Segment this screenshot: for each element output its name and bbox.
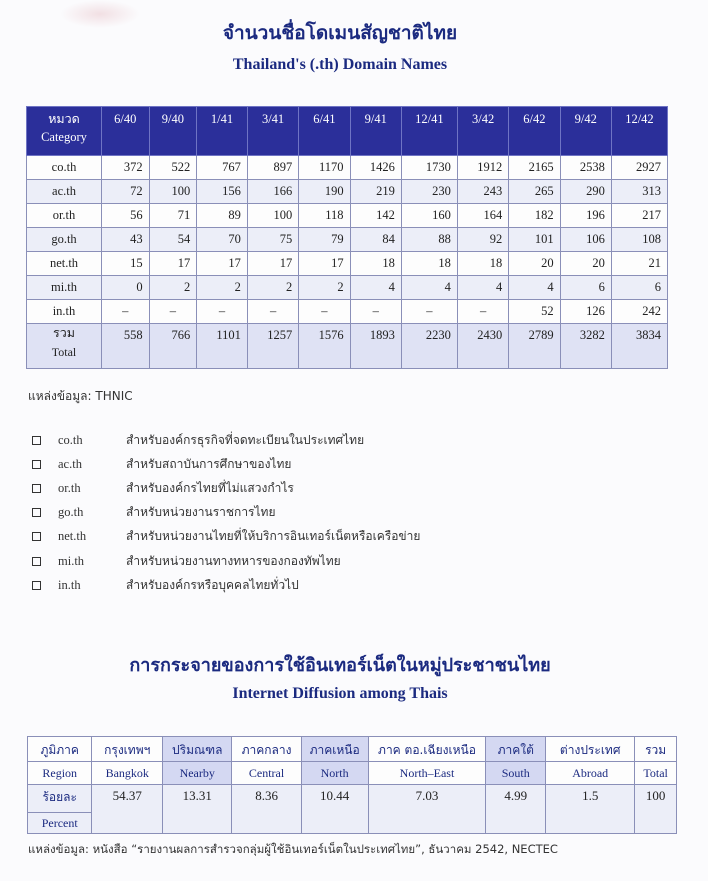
value-cell: 190 [299,180,350,204]
value-cell: 4 [457,276,508,300]
total-label-thai: รวม [53,326,75,340]
region-percent-value: 100 [635,785,677,834]
region-name-thai: ภาค ตอ.เฉียงเหนือ [368,737,486,762]
value-cell: 75 [247,228,298,252]
category-header-english: Category [41,130,87,144]
value-cell: 4 [401,276,457,300]
region-percent-value: 54.37 [92,785,163,834]
total-cell: 3282 [560,324,611,369]
checkbox-square-icon [32,557,41,566]
checkbox-square-icon [32,484,41,493]
period-header: 9/41 [350,107,401,156]
total-cell: 1101 [197,324,248,369]
value-cell: 18 [350,252,401,276]
period-header: 6/42 [509,107,560,156]
category-cell: ac.th [27,180,102,204]
value-cell: – [299,300,350,324]
legend-description: สำหรับหน่วยงานทางทหารของกองทัพไทย [126,553,341,568]
category-cell: go.th [27,228,102,252]
period-header: 6/41 [299,107,350,156]
region-name-english: Bangkok [92,762,163,785]
legend-item [32,476,592,500]
value-cell: – [197,300,248,324]
value-cell: 897 [247,156,298,180]
region-percent-value: 10.44 [301,785,368,834]
legend-description: สำหรับสถาบันการศึกษาของไทย [126,456,292,471]
region-name-english: North [301,762,368,785]
total-cell: 1257 [247,324,298,369]
value-cell: 313 [611,180,667,204]
value-cell: 6 [560,276,611,300]
period-header: 9/42 [560,107,611,156]
value-cell: 1730 [401,156,457,180]
value-cell: 219 [350,180,401,204]
value-cell: 92 [457,228,508,252]
value-cell: 230 [401,180,457,204]
diffusion-title-english: Internet Diffusion among Thais [232,685,448,702]
period-header: 3/41 [247,107,298,156]
value-cell: 17 [149,252,197,276]
period-header: 12/42 [611,107,667,156]
table-row [27,180,668,204]
legend-code: co.th [58,432,83,447]
diffusion-header-thai-row [28,737,677,762]
value-cell: 156 [197,180,248,204]
domain-table-body [27,156,668,369]
category-header [27,107,102,156]
value-cell: 243 [457,180,508,204]
total-row [27,324,668,369]
period-header: 3/42 [457,107,508,156]
checkbox-square-icon [32,460,41,469]
value-cell: 196 [560,204,611,228]
total-cell: 766 [149,324,197,369]
legend-code: net.th [58,529,87,544]
value-cell: 18 [457,252,508,276]
value-cell: 182 [509,204,560,228]
table-row [27,300,668,324]
total-cell: 1576 [299,324,350,369]
legend-code: or.th [58,480,81,495]
region-name-thai: ภาคเหนือ [301,737,368,762]
period-header: 9/40 [149,107,197,156]
percent-header-english: Percent [28,813,92,834]
percent-header-thai: ร้อยละ [28,785,92,813]
region-name-english: Nearby [163,762,232,785]
table-row [27,156,668,180]
region-name-thai: ภาคกลาง [232,737,301,762]
value-cell: 2 [197,276,248,300]
diffusion-values-row [28,785,677,813]
value-cell: – [401,300,457,324]
value-cell: 1426 [350,156,401,180]
value-cell: 2538 [560,156,611,180]
value-cell: – [247,300,298,324]
legend-code: in.th [58,577,81,592]
value-cell: 18 [401,252,457,276]
category-cell: co.th [27,156,102,180]
value-cell: 17 [299,252,350,276]
region-name-thai: ปริมณฑล [163,737,232,762]
value-cell: 166 [247,180,298,204]
value-cell: 2927 [611,156,667,180]
value-cell: 21 [611,252,667,276]
domain-source: แหล่งข้อมูล: THNIC [28,389,133,403]
value-cell: – [102,300,150,324]
total-label-english: Total [51,345,77,359]
domain-names-table [26,106,668,369]
value-cell: 2165 [509,156,560,180]
period-header: 6/40 [102,107,150,156]
value-cell: 2 [299,276,350,300]
value-cell: 2 [149,276,197,300]
value-cell: 100 [149,180,197,204]
legend-description: สำหรับองค์กรไทยที่ไม่แสวงกำไร [126,480,294,495]
table-row [27,276,668,300]
table-row [27,252,668,276]
period-header: 1/41 [197,107,248,156]
region-name-thai: ต่างประเทศ [546,737,635,762]
value-cell: 160 [401,204,457,228]
region-name-english: South [486,762,546,785]
value-cell: 15 [102,252,150,276]
value-cell: 242 [611,300,667,324]
legend-description: สำหรับหน่วยงานราชการไทย [126,505,276,520]
value-cell: 71 [149,204,197,228]
total-cell: 2789 [509,324,560,369]
value-cell: 108 [611,228,667,252]
region-header-thai: ภูมิภาค [28,737,92,762]
diffusion-source: แหล่งข้อมูล: หนังสือ “รายงานผลการสำรวจกลุ่มผู้ใช้อินเทอร์เน็ตในประเทศไทย”, ธันวาคม 2542, NECTEC [28,842,558,856]
value-cell: 1912 [457,156,508,180]
legend-item [32,428,592,452]
value-cell: 0 [102,276,150,300]
category-cell: net.th [27,252,102,276]
value-cell: 2 [247,276,298,300]
legend-item [32,452,592,476]
legend-description: สำหรับหน่วยงานไทยที่ให้บริการอินเทอร์เน็ตหรือเครือข่าย [126,529,421,544]
page-title-english: Thailand's (.th) Domain Names [232,56,448,73]
legend-code: go.th [58,505,84,520]
diffusion-title-thai: การกระจายของการใช้อินเทอร์เน็ตในหมู่ประชาชนไทย [129,655,551,676]
legend-item [32,549,592,573]
value-cell: – [457,300,508,324]
region-name-english: Total [635,762,677,785]
category-cell: mi.th [27,276,102,300]
total-cell: 3834 [611,324,667,369]
value-cell: 72 [102,180,150,204]
legend-item [32,501,592,525]
period-header: 12/41 [401,107,457,156]
checkbox-square-icon [32,508,41,517]
region-percent-value: 7.03 [368,785,486,834]
value-cell: 88 [401,228,457,252]
domain-legend [32,428,592,597]
region-percent-value: 1.5 [546,785,635,834]
value-cell: 70 [197,228,248,252]
region-header-english: Region [28,762,92,785]
table-row [27,204,668,228]
legend-description: สำหรับองค์กรหรือบุคคลไทยทั่วไป [126,577,299,592]
value-cell: 522 [149,156,197,180]
value-cell: 54 [149,228,197,252]
value-cell: 17 [247,252,298,276]
value-cell: 217 [611,204,667,228]
value-cell: 43 [102,228,150,252]
value-cell: 164 [457,204,508,228]
legend-item [32,525,592,549]
value-cell: 6 [611,276,667,300]
category-cell: in.th [27,300,102,324]
region-percent-value: 13.31 [163,785,232,834]
value-cell: 20 [509,252,560,276]
total-cell: 2230 [401,324,457,369]
legend-code: ac.th [58,456,82,471]
value-cell: 142 [350,204,401,228]
legend-description: สำหรับองค์กรธุรกิจที่จดทะเบียนในประเทศไทย [126,432,365,447]
region-name-english: Central [232,762,301,785]
value-cell: 17 [197,252,248,276]
total-label-cell [27,324,102,369]
value-cell: – [149,300,197,324]
value-cell: 1170 [299,156,350,180]
region-percent-value: 8.36 [232,785,301,834]
value-cell: 52 [509,300,560,324]
value-cell: 118 [299,204,350,228]
region-name-english: Abroad [546,762,635,785]
value-cell: 100 [247,204,298,228]
value-cell: 84 [350,228,401,252]
checkbox-square-icon [32,532,41,541]
value-cell: 106 [560,228,611,252]
value-cell: 290 [560,180,611,204]
legend-code: mi.th [58,553,85,568]
total-cell: 1893 [350,324,401,369]
value-cell: 56 [102,204,150,228]
value-cell: 20 [560,252,611,276]
checkbox-square-icon [32,436,41,445]
region-name-thai: กรุงเทพฯ [92,737,163,762]
checkbox-square-icon [32,581,41,590]
region-percent-value: 4.99 [486,785,546,834]
value-cell: 4 [509,276,560,300]
value-cell: 79 [299,228,350,252]
value-cell: 101 [509,228,560,252]
total-cell: 2430 [457,324,508,369]
value-cell: 4 [350,276,401,300]
value-cell: 767 [197,156,248,180]
value-cell: 265 [509,180,560,204]
category-cell: or.th [27,204,102,228]
value-cell: 89 [197,204,248,228]
category-header-thai: หมวด [48,112,80,126]
total-cell: 558 [102,324,150,369]
region-name-thai: ภาคใต้ [486,737,546,762]
value-cell: – [350,300,401,324]
region-name-english: North–East [368,762,486,785]
legend-item [32,573,592,597]
table-row [27,228,668,252]
value-cell: 372 [102,156,150,180]
diffusion-header-english-row [28,762,677,785]
value-cell: 126 [560,300,611,324]
internet-diffusion-table [27,736,677,834]
region-name-thai: รวม [635,737,677,762]
page-title-thai: จำนวนชื่อโดเมนสัญชาติไทย [222,22,458,44]
